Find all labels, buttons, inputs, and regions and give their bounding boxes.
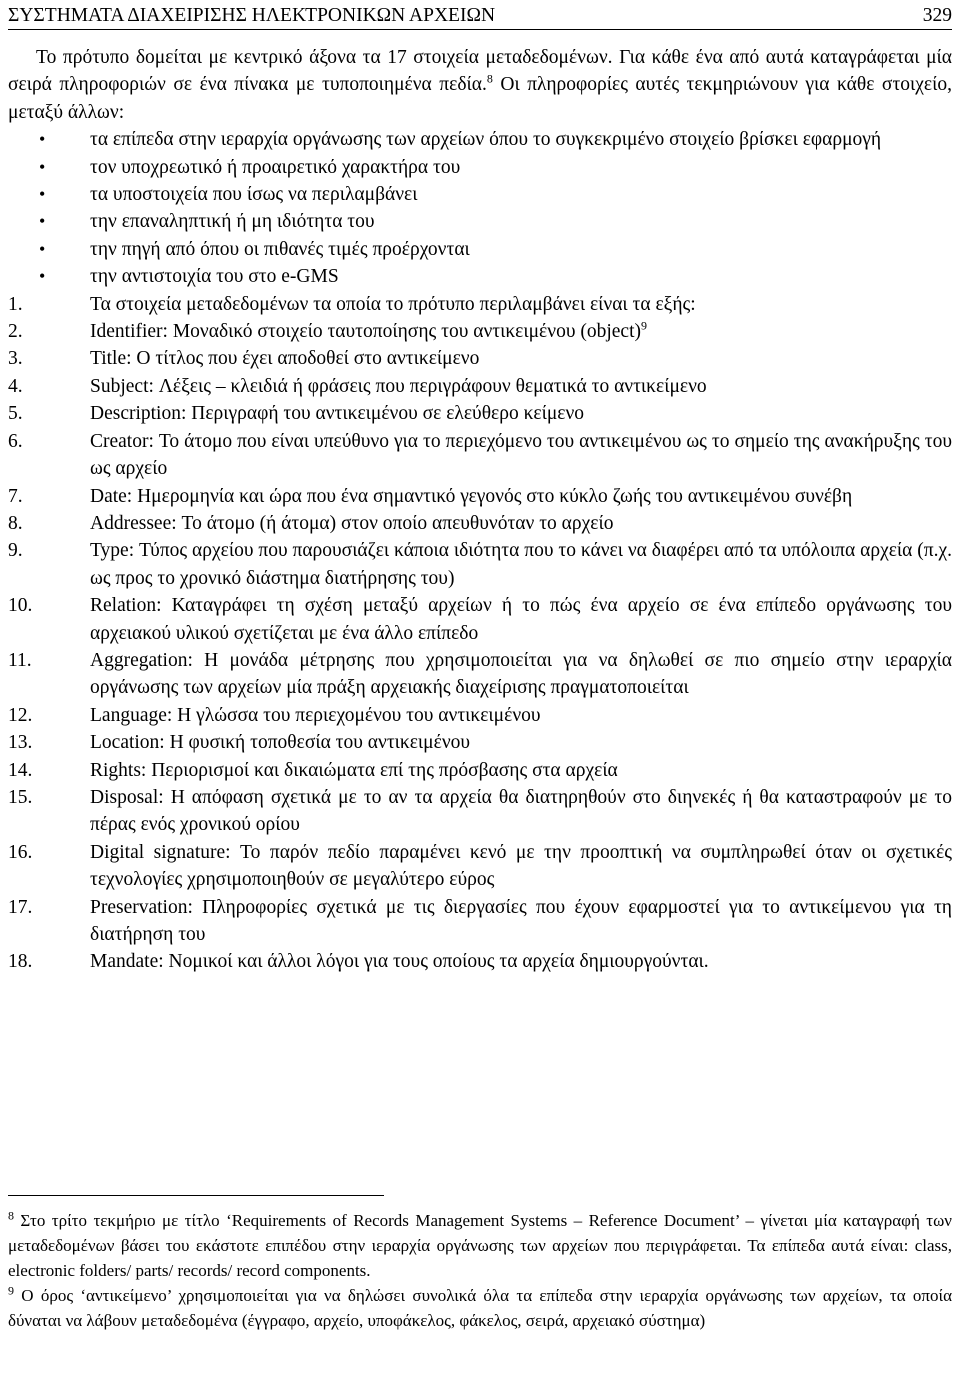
footnote-text: Ο όρος ‘αντικείμενο’ χρησιμοποιείται για να δηλώσει συνολικά όλα τα επίπεδα στην ιεραρχία οργάνωσης των αρχείων, τα οποία δύναται να λάβουν μεταδεδομένα (έγγραφο, αρχείο, υποφάκελος, φάκελος, σειρά, αρχειακό σύστημα) [8, 1286, 952, 1330]
item-number: 17. [8, 896, 33, 918]
metadata-element-list [8, 291, 952, 976]
item-text [90, 291, 952, 318]
item-number: 14. [8, 759, 33, 781]
item-text-content: Rights: Περιορισμοί και δικαιώματα επί της πρόσβασης στα αρχεία [90, 759, 618, 781]
item-number: 9. [8, 540, 23, 562]
item-number: 3. [8, 348, 23, 370]
footnote-mark: 9 [8, 1283, 14, 1298]
item-text [90, 373, 952, 400]
metadata-list-item [8, 318, 952, 345]
item-text-content: Subject: Λέξεις – κλειδιά ή φράσεις που περιγράφουν θεματικά το αντικείμενο [90, 375, 707, 397]
footnote-text: Στο τρίτο τεκμήριο με τίτλο ‘Requirements of Records Management Systems – Reference Document’ – γίνεται μία καταγραφή των μεταδεδομένων βάσει του εκάστοτε επιπέδου στην ιεραρχία οργάνωσης των αρχείων που περιγράφεται. Τα επίπεδα αυτά είναι: class, electronic folders/ parts/ records/ record components. [8, 1211, 952, 1280]
item-text-content: Language: Η γλώσσα του περιεχομένου του αντικειμένου [90, 704, 541, 726]
bullet-item: • την πηγή από όπου οι πιθανές τιμές προέρχονται [8, 236, 952, 263]
item-text [90, 345, 952, 372]
item-text [90, 894, 952, 949]
item-number: 11. [8, 649, 32, 671]
item-text-content: Type: Τύπος αρχείου που παρουσιάζει κάποια ιδιότητα που το κάνει να διαφέρει από τα υπόλοιπα αρχεία (π.χ. ως προς το χρονικό διάστημα διατήρησης του) [90, 540, 952, 589]
metadata-list-item [8, 839, 952, 894]
item-number: 5. [8, 403, 23, 425]
item-number: 2. [8, 321, 23, 343]
item-text [90, 318, 952, 345]
metadata-list-item [8, 510, 952, 537]
item-number: 8. [8, 512, 23, 534]
footnote-8 [8, 1208, 952, 1283]
footnote-ref-9[interactable]: 9 [640, 318, 647, 333]
header-title: ΣΥΣΤΗΜΑΤΑ ΔΙΑΧΕΙΡΙΣΗΣ ΗΛΕΚΤΡΟΝΙΚΩΝ ΑΡΧΕΙΩΝ [8, 5, 496, 26]
item-text [90, 592, 952, 647]
metadata-list-item [8, 647, 952, 702]
metadata-list-item [8, 537, 952, 592]
item-text [90, 483, 952, 510]
metadata-list-item [8, 948, 952, 975]
metadata-list-item [8, 483, 952, 510]
item-text [90, 400, 952, 427]
bullet-item: • τον υποχρεωτικό ή προαιρετικό χαρακτήρα του [8, 154, 952, 181]
item-text-content: Preservation: Πληροφορίες σχετικά με τις διεργασίες που έχουν εφαρμοστεί για το αντικείμενου για τη διατήρηση του [90, 896, 952, 945]
metadata-list-item [8, 592, 952, 647]
item-text-content: Digital signature: Το παρόν πεδίο παραμένει κενό με την προοπτική να συμπληρωθεί όταν οι σχετικές τεχνολογίες χρησιμοποιηθούν σε μεγαλύτερο εύρος [90, 841, 952, 891]
item-text-content: Addressee: Το άτομο (ή άτομα) στον οποίο απευθυνόταν το αρχείο [90, 512, 614, 534]
item-text [90, 428, 952, 483]
footnote-mark: 8 [8, 1208, 14, 1223]
item-text-content: Creator: Το άτομο που είναι υπεύθυνο για το περιεχόμενο του αντικειμένου ως το σημείο της ανακήρυξης του ως αρχείο [90, 430, 952, 480]
intro-text: Το πρότυπο δομείται με κεντρικό άξονα τα 17 στοιχεία μεταδεδομένων. Για κάθε ένα από αυτά καταγράφεται μία σειρά πληροφοριών σε ένα πίνακα με τυποποιημένα πεδία. [8, 47, 952, 96]
running-header [8, 0, 952, 30]
metadata-list-item [8, 784, 952, 839]
item-number: 13. [8, 732, 33, 754]
item-text-content: Mandate: Νομικοί και άλλοι λόγοι για τους οποίους τα αρχεία δημιουργούνται. [90, 951, 709, 973]
metadata-list-item [8, 702, 952, 729]
item-text-content: Τα στοιχεία μεταδεδομένων τα οποία το πρότυπο περιλαμβάνει είναι τα εξής: [90, 293, 696, 315]
metadata-list-item [8, 894, 952, 949]
item-text [90, 784, 952, 839]
item-number: 12. [8, 704, 33, 726]
item-number: 18. [8, 951, 33, 973]
item-text-content: Disposal: Η απόφαση σχετικά με το αν τα αρχεία θα διατηρηθούν στο διηνεκές ή θα καταστραφούν με το πέρας ενός χρονικού ορίου [90, 786, 952, 836]
item-text-content: Date: Ημερομηνία και ώρα που ένα σημαντικό γεγονός στο κύκλο ζωής του αντικειμένου συνέβη [90, 485, 853, 507]
metadata-list-item [8, 345, 952, 372]
item-number: 6. [8, 430, 23, 452]
item-text [90, 702, 952, 729]
bullet-item: • τα επίπεδα στην ιεραρχία οργάνωσης των αρχείων όπου το συγκεκριμένο στοιχείο βρίσκει εφαρμογή [8, 126, 952, 153]
item-text [90, 537, 952, 592]
metadata-list-item [8, 400, 952, 427]
footnote-9 [8, 1283, 952, 1333]
item-number: 4. [8, 375, 23, 397]
item-text-content: Title: Ο τίτλος που έχει αποδοθεί στο αντικείμενο [90, 348, 480, 370]
item-text-content: Identifier: Μοναδικό στοιχείο ταυτοποίησης του αντικειμένου (object) [90, 321, 641, 343]
bullet-item: • την επαναληπτική ή μη ιδιότητα του [8, 208, 952, 235]
item-number: 1. [8, 293, 23, 315]
page-number: 329 [922, 5, 952, 26]
bullet-item: • την αντιστοιχία του στο e-GMS [8, 263, 952, 290]
item-text-content: Relation: Καταγράφει τη σχέση μεταξύ αρχείων ή το πώς ένα αρχείο σε ένα επίπεδο οργάνωσης του αρχειακού υλικού σχετίζεται με ένα άλλο επίπεδο [90, 595, 952, 644]
item-text-content: Aggregation: Η μονάδα μέτρησης που χρησιμοποιείται για να δηλωθεί σε πιο σημείο στην ιεραρχία οργάνωσης των αρχείων μία πράξη αρχειακής διαχείρισης πραγματοποιείται [90, 649, 952, 699]
item-number: 16. [8, 841, 33, 863]
item-number: 15. [8, 786, 33, 808]
footnotes [8, 1208, 952, 1333]
item-text [90, 647, 952, 702]
document-body [8, 44, 952, 976]
intro-paragraph [8, 44, 952, 126]
item-text [90, 729, 952, 756]
item-text [90, 839, 952, 894]
item-number: 10. [8, 595, 33, 617]
footnote-separator [8, 1195, 384, 1196]
intro-text-continued: Οι πληροφορίες αυτές τεκμηριώνουν για κάθε στοιχείο, μεταξύ άλλων: [8, 74, 952, 123]
item-text [90, 510, 952, 537]
item-text-content: Location: Η φυσική τοποθεσία του αντικειμένου [90, 732, 471, 754]
item-text [90, 948, 952, 975]
footnote-ref-8[interactable]: 8 [486, 71, 493, 86]
item-text [90, 757, 952, 784]
metadata-list-item [8, 757, 952, 784]
item-text-content: Description: Περιγραφή του αντικειμένου σε ελεύθερο κείμενο [90, 403, 585, 425]
metadata-list-item [8, 373, 952, 400]
bullet-item: • τα υποστοιχεία που ίσως να περιλαμβάνει [8, 181, 952, 208]
metadata-list-item [8, 291, 952, 318]
metadata-list-item [8, 729, 952, 756]
metadata-list-item [8, 428, 952, 483]
item-number: 7. [8, 485, 23, 507]
bullet-list [8, 126, 952, 290]
